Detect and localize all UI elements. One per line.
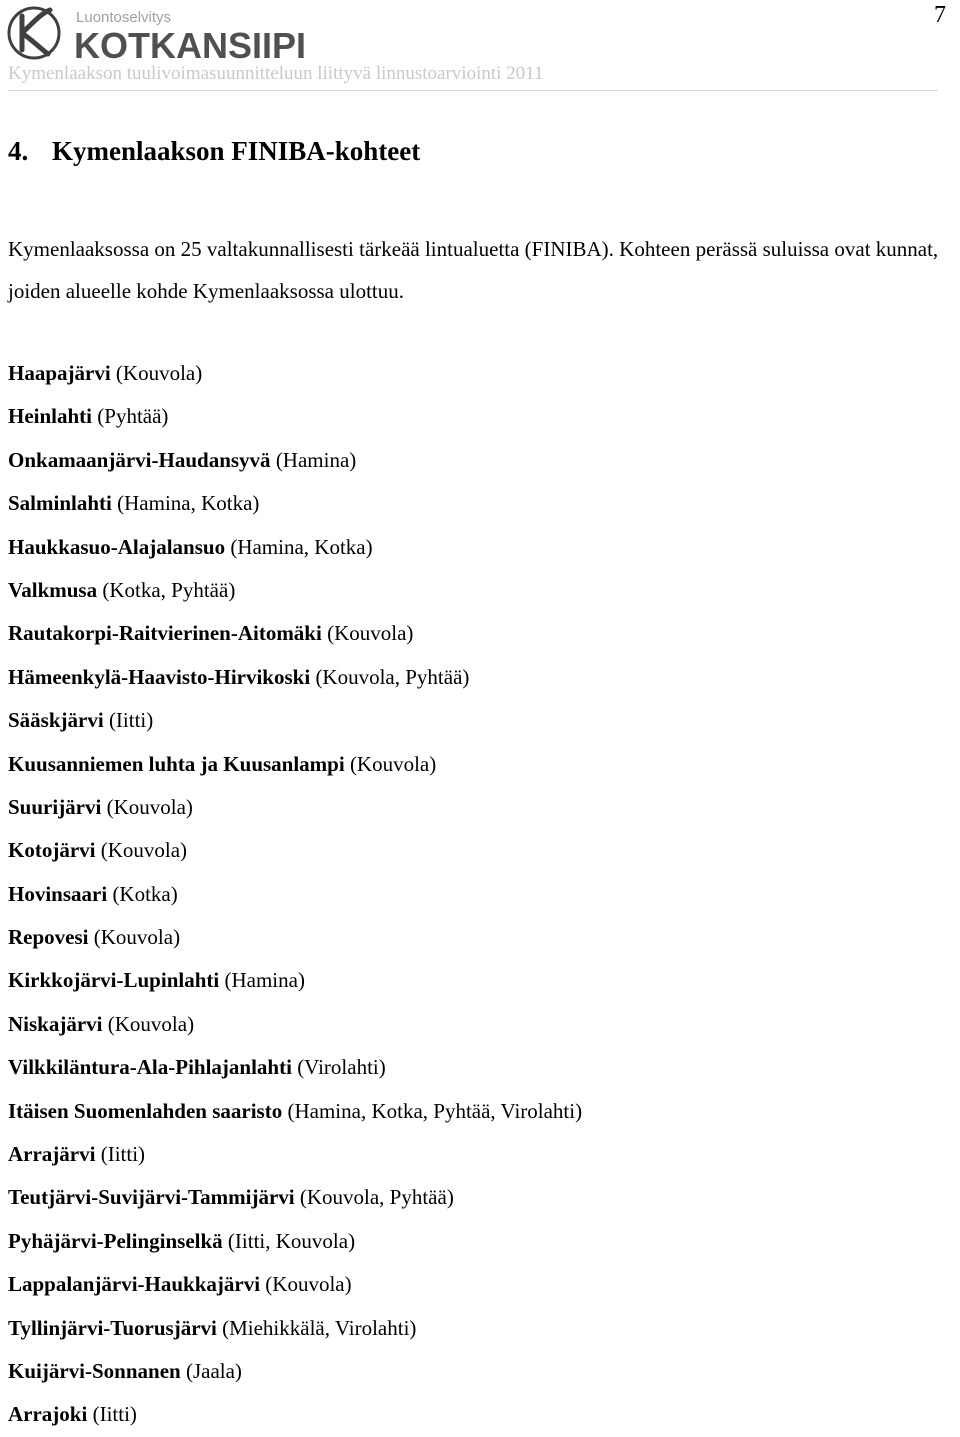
site-municipalities: (Hamina) (275, 447, 357, 472)
site-list-item (8, 439, 582, 482)
site-list-item (8, 612, 582, 655)
section-number: 4. (8, 136, 29, 166)
site-name: Repovesi (8, 925, 89, 950)
site-municipalities: (Kouvola) (327, 621, 414, 646)
site-list-item (8, 786, 582, 829)
site-name: Suurijärvi (8, 794, 102, 819)
logo-wordmark: KOTKANSIIPI (74, 25, 307, 62)
site-name: Hovinsaari (8, 881, 108, 906)
site-name: Haukkasuo-Alajalansuo (8, 534, 226, 559)
site-list-item (8, 699, 582, 742)
site-name: Salminlahti (8, 491, 112, 516)
site-list-item (8, 916, 582, 959)
site-municipalities: (Hamina, Kotka, Pyhtää, Virolahti) (287, 1098, 583, 1123)
site-municipalities: (Kouvola) (107, 1011, 195, 1036)
site-list-item (8, 656, 582, 699)
site-municipalities: (Kouvola) (106, 794, 193, 819)
site-list-item (8, 1393, 582, 1436)
site-municipalities: (Kouvola) (265, 1272, 352, 1297)
site-name: Arrajärvi (8, 1142, 96, 1167)
site-list-item (8, 1307, 582, 1350)
site-name: Pyhäjärvi-Pelinginselkä (8, 1228, 223, 1253)
site-name: Heinlahti (8, 404, 93, 429)
site-name: Sääskjärvi (8, 708, 104, 733)
site-municipalities: (Iitti) (100, 1142, 146, 1167)
site-municipalities: (Iitti) (92, 1402, 137, 1427)
site-list-item (8, 1133, 582, 1176)
site-municipalities: (Virolahti) (297, 1055, 386, 1080)
site-name: Teutjärvi-Suvijärvi-Tammijärvi (8, 1185, 295, 1210)
site-list-item (8, 1090, 582, 1133)
site-list-item (8, 526, 582, 569)
section-heading (8, 136, 420, 167)
site-name: Kotojärvi (8, 838, 96, 863)
section-title: Kymenlaakson FINIBA-kohteet (52, 136, 421, 166)
site-name: Kirkkojärvi-Lupinlahti (8, 968, 220, 993)
site-name: Niskajärvi (8, 1011, 103, 1036)
site-list-item (8, 873, 582, 916)
site-list-item (8, 743, 582, 786)
site-municipalities: (Kouvola) (93, 925, 181, 950)
site-name: Valkmusa (8, 577, 98, 602)
site-list-item (8, 352, 582, 395)
site-municipalities: (Hamina) (224, 968, 305, 993)
site-name: Hämeenkylä-Haavisto-Hirvikoski (8, 664, 311, 689)
kotkansiipi-logo (6, 2, 316, 62)
finiba-site-list (8, 352, 582, 1437)
site-municipalities: (Kouvola) (100, 838, 188, 863)
site-name: Itäisen Suomenlahden saaristo (8, 1098, 283, 1123)
site-municipalities: (Kouvola) (115, 361, 203, 385)
site-list-item (8, 1220, 582, 1263)
site-name: Kuijärvi-Sonnanen (8, 1358, 181, 1383)
site-list-item (8, 482, 582, 525)
header-subtitle: Kymenlaakson tuulivoimasuunnitteluun liittyvä linnustoarviointi 2011 (8, 63, 544, 84)
site-name: Haapajärvi (8, 361, 111, 385)
site-municipalities: (Jaala) (185, 1358, 242, 1383)
site-municipalities: (Iitti, Kouvola) (227, 1228, 356, 1253)
site-list-item (8, 1263, 582, 1306)
site-name: Arrajoki (8, 1402, 88, 1427)
bird-emblem-icon (9, 8, 59, 58)
header-divider (8, 90, 938, 91)
page-number: 7 (934, 2, 946, 28)
site-list-item (8, 395, 582, 438)
site-name: Rautakorpi-Raitvierinen-Aitomäki (8, 621, 322, 646)
intro-paragraph: Kymenlaaksossa on 25 valtakunnallisesti tärkeää lintualuetta (FINIBA). Kohteen perässä suluissa ovat kunnat, joiden alueelle kohde Kymenlaaksossa ulottuu. (8, 237, 939, 303)
site-municipalities: (Miehikkälä, Virolahti) (222, 1315, 417, 1340)
site-list-item (8, 1176, 582, 1219)
site-list-item (8, 1350, 582, 1393)
site-list-item (8, 1003, 582, 1046)
site-municipalities: (Kouvola, Pyhtää) (299, 1185, 454, 1210)
site-name: Tyllinjärvi-Tuorusjärvi (8, 1315, 217, 1340)
logo-tagline: Luontoselvitys (76, 9, 172, 26)
site-list-item (8, 1046, 582, 1089)
site-municipalities: (Kotka, Pyhtää) (102, 577, 236, 602)
site-name: Vilkkiläntura-Ala-Pihlajanlahti (8, 1055, 292, 1080)
site-municipalities: (Hamina, Kotka) (230, 534, 373, 559)
site-name: Lappalanjärvi-Haukkajärvi (8, 1272, 261, 1297)
site-name: Kuusanniemen luhta ja Kuusanlampi (8, 751, 345, 776)
site-municipalities: (Hamina, Kotka) (117, 491, 260, 516)
site-list-item (8, 959, 582, 1002)
site-list-item (8, 829, 582, 872)
site-list-item (8, 569, 582, 612)
site-municipalities: (Iitti) (108, 708, 154, 733)
site-municipalities: (Pyhtää) (97, 404, 169, 429)
site-municipalities: (Kouvola) (349, 751, 437, 776)
site-name: Onkamaanjärvi-Haudansyvä (8, 447, 271, 472)
site-municipalities: (Kouvola, Pyhtää) (315, 664, 470, 689)
site-municipalities: (Kotka) (112, 881, 178, 906)
